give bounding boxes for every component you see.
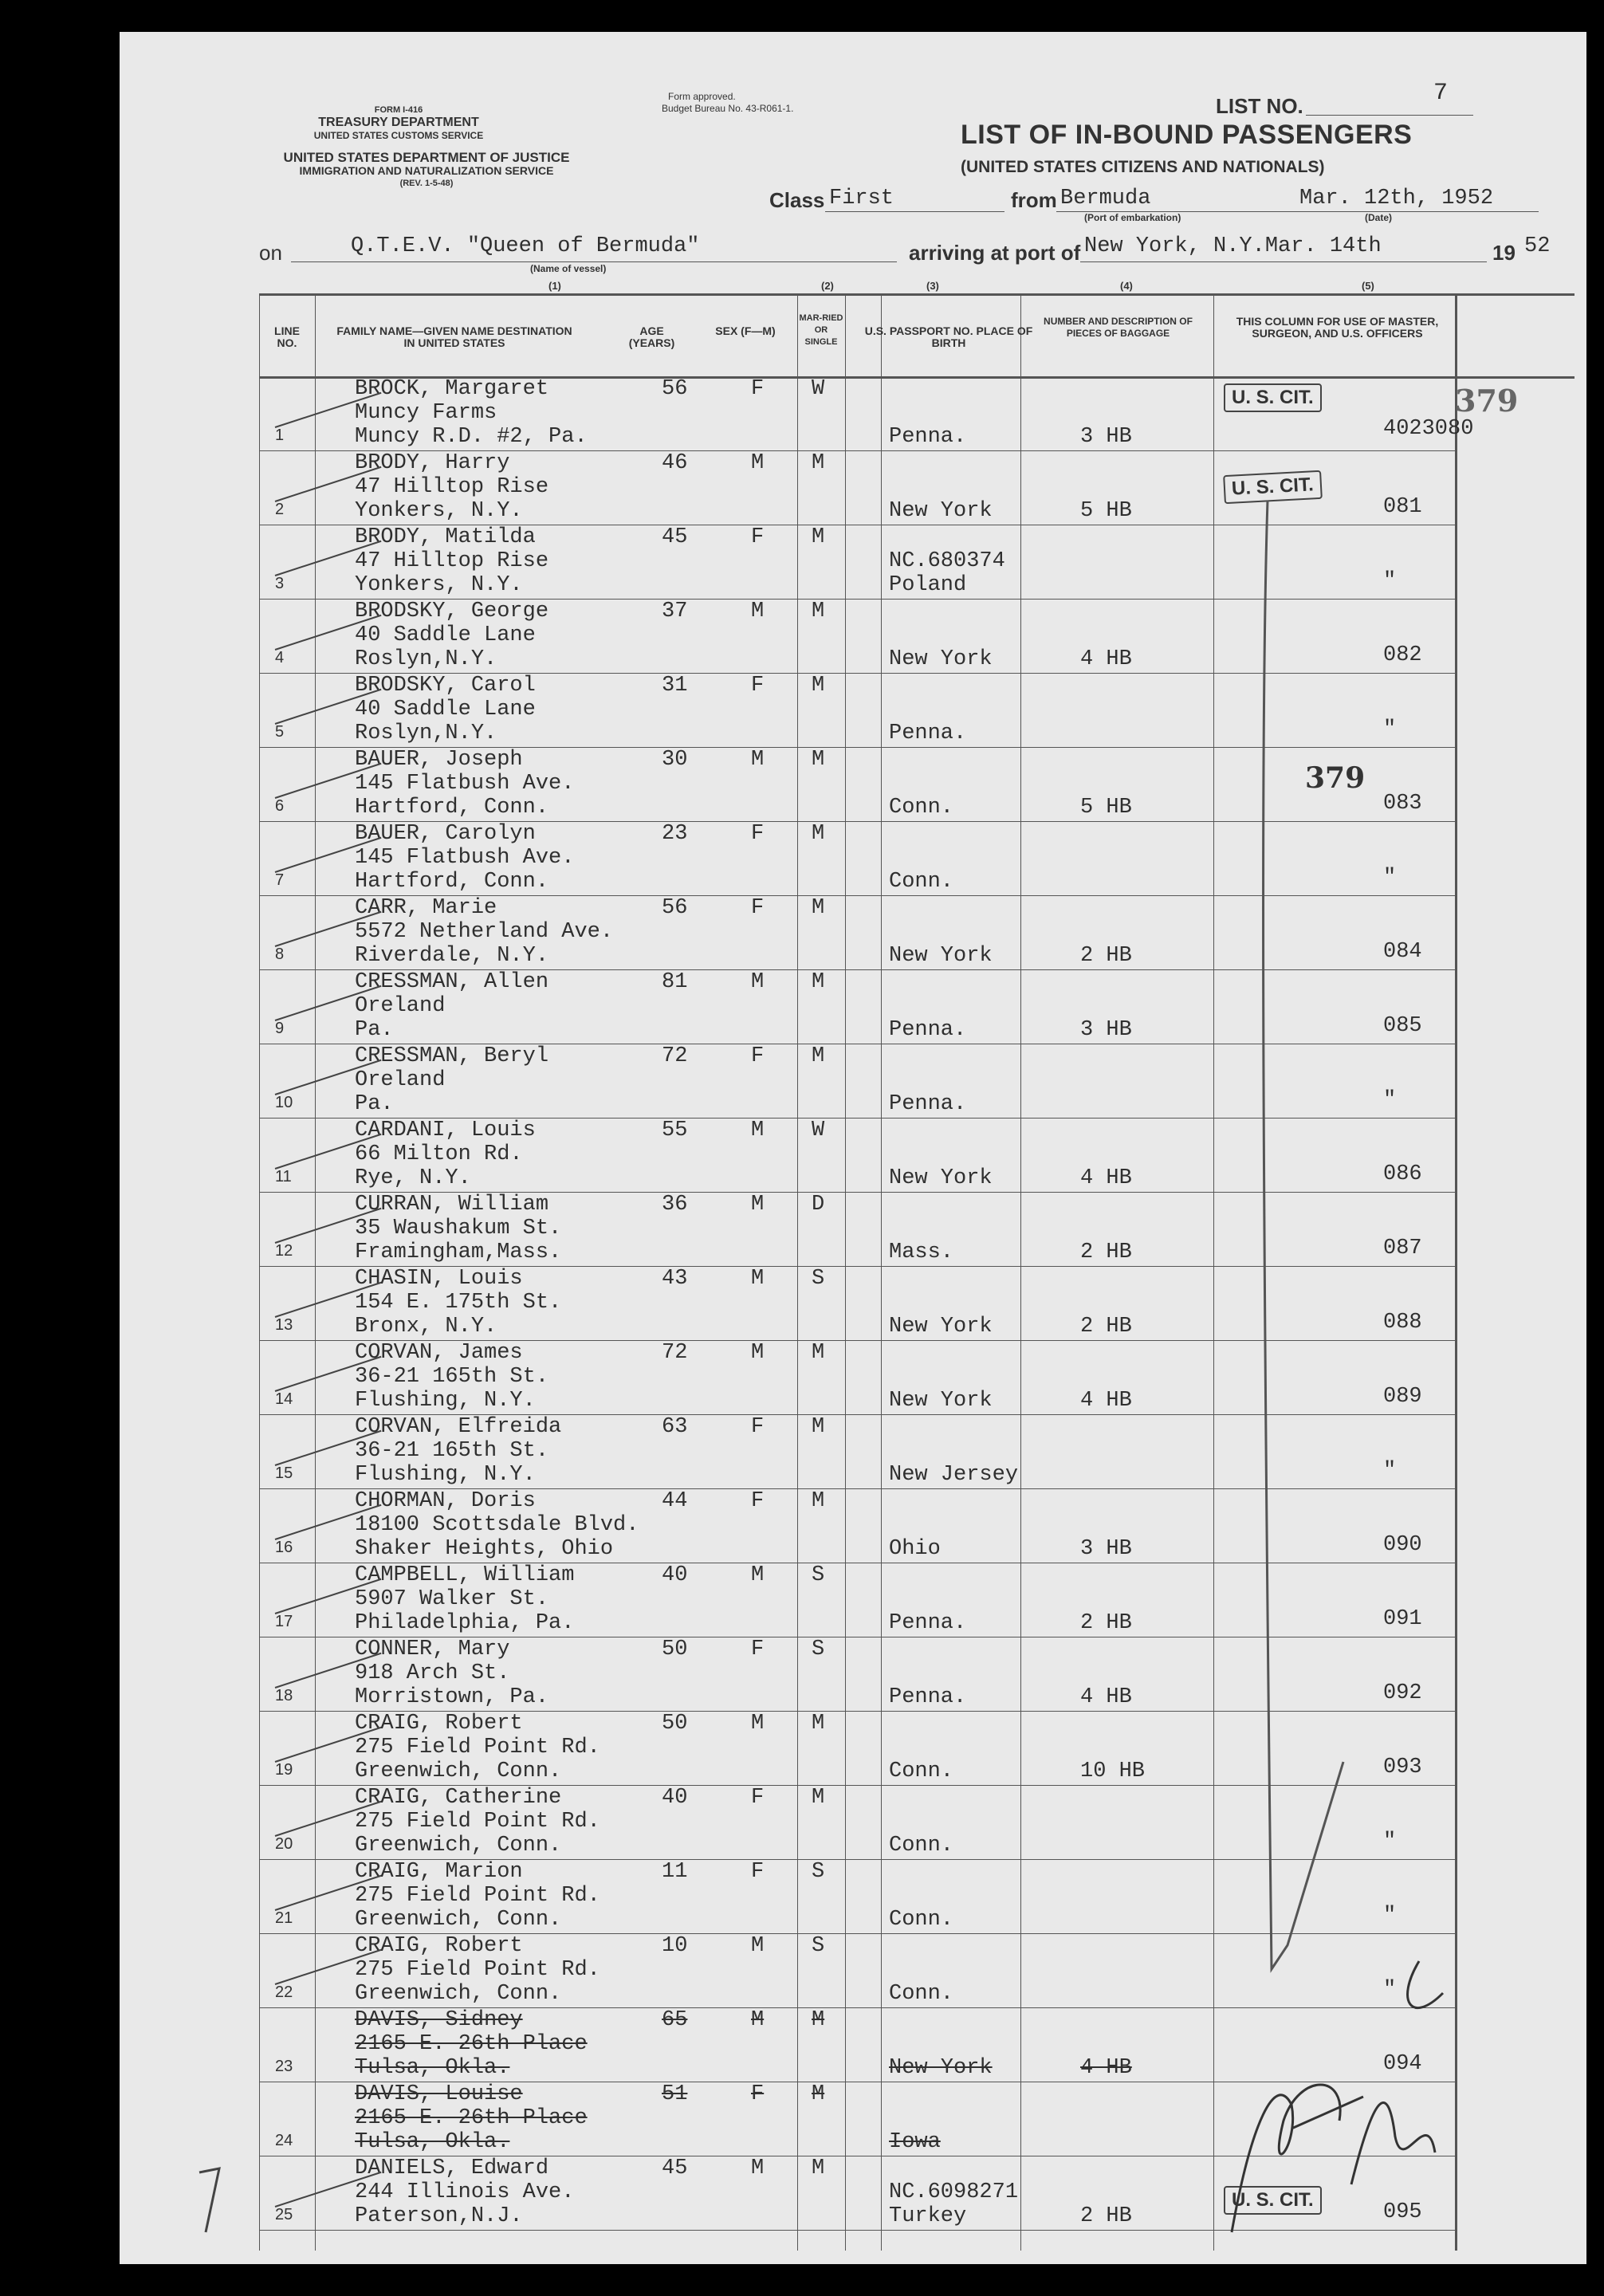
check-line <box>1264 501 1343 1969</box>
address-line-1: 40 Saddle Lane <box>355 698 536 721</box>
form-approved-line: Form approved. <box>668 91 736 102</box>
marital-status: M <box>812 1341 825 1365</box>
officer-number: 4023080 <box>1383 417 1474 441</box>
passenger-name: DAVIS, Louise <box>355 2082 523 2106</box>
sex: M <box>751 451 765 475</box>
line-number: 17 <box>275 1613 293 1630</box>
passport-number: NC.680374 <box>889 549 1005 573</box>
baggage: 3 HB <box>1080 1018 1132 1042</box>
col-header-line-no: LINE NO. <box>274 324 300 349</box>
age: 43 <box>662 1267 688 1291</box>
sex: M <box>751 1934 765 1958</box>
line-number: 14 <box>275 1390 293 1408</box>
passenger-name: BROCK, Margaret <box>355 377 549 401</box>
marital-status: M <box>812 1415 825 1439</box>
marital-status: W <box>812 1119 825 1142</box>
age: 50 <box>662 1637 688 1661</box>
line-number: 20 <box>275 1835 293 1853</box>
line-number: 25 <box>275 2206 293 2223</box>
sex: F <box>751 674 765 698</box>
passenger-name: BRODSKY, George <box>355 600 549 623</box>
passenger-name: BRODY, Harry <box>355 451 510 475</box>
place-of-birth: New York <box>889 2056 993 2080</box>
address-line-1: 36-21 165th St. <box>355 1439 549 1463</box>
address-line-2: Morristown, Pa. <box>355 1685 549 1709</box>
line-number: 10 <box>275 1094 293 1111</box>
place-of-birth: Turkey <box>889 2204 967 2228</box>
address-line-2: Rye, N.Y. <box>355 1166 471 1190</box>
age: 56 <box>662 377 688 401</box>
budget-bureau-line: Budget Bureau No. 43-R061-1. <box>662 103 794 114</box>
count-annotation: 379 <box>1455 383 1519 419</box>
address-line-2: Paterson,N.J. <box>355 2204 523 2228</box>
line-number: 7 <box>275 871 285 889</box>
col-header-officers: THIS COLUMN FOR USE OF MASTER, SURGEON, AND U.S. OFFICERS <box>1236 315 1439 340</box>
sex: M <box>751 1267 765 1291</box>
officer-number: 095 <box>1383 2200 1422 2224</box>
officer-number: 085 <box>1383 1014 1422 1038</box>
age: 51 <box>662 2082 688 2106</box>
us-cit-stamp: U. S. CIT. <box>1223 470 1322 504</box>
officer-number: " <box>1383 1904 1397 1928</box>
line-number: 18 <box>275 1687 293 1704</box>
address-line-2: Pa. <box>355 1092 394 1116</box>
place-of-birth: New York <box>889 1315 993 1339</box>
place-of-birth: Conn. <box>889 1982 954 2006</box>
address-line-1: 275 Field Point Rd. <box>355 1736 600 1759</box>
officer-number: " <box>1383 1459 1397 1483</box>
treasury-dept: TREASURY DEPARTMENT <box>318 116 479 129</box>
place-of-birth: Conn. <box>889 796 954 820</box>
officer-number: " <box>1383 1088 1397 1112</box>
officer-number: 081 <box>1383 495 1422 519</box>
place-of-birth: Conn. <box>889 1908 954 1932</box>
sex: M <box>751 1341 765 1365</box>
baggage: 4 HB <box>1080 2056 1132 2080</box>
address-line-2: Flushing, N.Y. <box>355 1463 536 1487</box>
line-number: 19 <box>275 1761 293 1779</box>
passenger-name: CRAIG, Catherine <box>355 1786 562 1810</box>
line-number: 15 <box>275 1464 293 1482</box>
address-line-1: 2165 E. 26th Place <box>355 2032 588 2056</box>
age: 23 <box>662 822 688 846</box>
address-line-1: 5907 Walker St. <box>355 1587 549 1611</box>
line-number: 24 <box>275 2132 293 2149</box>
marital-status: S <box>812 1934 825 1958</box>
age: 37 <box>662 600 688 623</box>
line-number: 1 <box>275 427 285 444</box>
officer-number: " <box>1383 1978 1397 2002</box>
col-header-name: FAMILY NAME—GIVEN NAME DESTINATION IN UNITED STATES <box>336 324 572 349</box>
sex: M <box>751 1563 765 1587</box>
address-line-2: Greenwich, Conn. <box>355 1982 562 2006</box>
address-line-1: 36-21 165th St. <box>355 1365 549 1389</box>
address-line-1: 275 Field Point Rd. <box>355 1958 600 1982</box>
address-line-1: 47 Hilltop Rise <box>355 475 549 499</box>
address-line-1: 244 Illinois Ave. <box>355 2180 575 2204</box>
marital-status: M <box>812 2082 825 2106</box>
marital-status: S <box>812 1860 825 1884</box>
baggage: 2 HB <box>1080 1611 1132 1635</box>
line-number: 2 <box>275 501 285 518</box>
age: 56 <box>662 896 688 920</box>
doj-name: UNITED STATES DEPARTMENT OF JUSTICE <box>283 150 570 165</box>
address-line-2: Roslyn,N.Y. <box>355 721 497 745</box>
arrival-year-prefix: 19 <box>1492 241 1516 265</box>
arriving-label: arriving at port of <box>909 241 1081 265</box>
sex: F <box>751 525 765 549</box>
passenger-name: CRESSMAN, Beryl <box>355 1044 549 1068</box>
address-line-2: Greenwich, Conn. <box>355 1908 562 1932</box>
officer-number: 093 <box>1383 1755 1422 1779</box>
place-of-birth: New York <box>889 1166 993 1190</box>
officer-number: 088 <box>1383 1311 1422 1335</box>
passenger-name: BAUER, Carolyn <box>355 822 536 846</box>
line-number: 13 <box>275 1316 293 1334</box>
col-header-age: AGE (YEARS) <box>628 324 675 349</box>
baggage: 3 HB <box>1080 1537 1132 1561</box>
baggage: 4 HB <box>1080 1685 1132 1709</box>
marital-status: M <box>812 822 825 846</box>
address-line-1: 145 Flatbush Ave. <box>355 846 575 870</box>
sex: M <box>751 600 765 623</box>
col-num-4: (4) <box>1120 280 1133 292</box>
passenger-name: DAVIS, Sidney <box>355 2008 523 2032</box>
line-number: 9 <box>275 1020 285 1037</box>
address-line-2: Hartford, Conn. <box>355 796 549 820</box>
address-line-2: Muncy R.D. #2, Pa. <box>355 425 588 449</box>
sex: M <box>751 1193 765 1217</box>
address-line-1: Muncy Farms <box>355 401 497 425</box>
sex: M <box>751 970 765 994</box>
list-no-label: LIST NO. <box>1216 94 1303 118</box>
passenger-name: CARDANI, Louis <box>355 1119 536 1142</box>
line-number: 16 <box>275 1539 293 1556</box>
address-line-2: Yonkers, N.Y. <box>355 499 523 523</box>
place-of-birth: New York <box>889 1389 993 1413</box>
sex: M <box>751 2156 765 2180</box>
passenger-name: CURRAN, William <box>355 1193 549 1217</box>
address-line-2: Greenwich, Conn. <box>355 1759 562 1783</box>
address-line-1: Oreland <box>355 1068 446 1092</box>
place-of-birth: New York <box>889 944 993 968</box>
age: 65 <box>662 2008 688 2032</box>
address-line-2: Riverdale, N.Y. <box>355 944 549 968</box>
manifest-page <box>120 32 1586 2264</box>
age: 72 <box>662 1341 688 1365</box>
age: 44 <box>662 1489 688 1513</box>
officer-number: 091 <box>1383 1607 1422 1631</box>
line-number: 22 <box>275 1983 293 2001</box>
officer-number: 084 <box>1383 940 1422 964</box>
marital-status: M <box>812 748 825 772</box>
passenger-name: CRAIG, Robert <box>355 1934 523 1958</box>
age: 30 <box>662 748 688 772</box>
signature <box>1232 1961 1443 2232</box>
margin-mark <box>199 2168 219 2232</box>
place-of-birth: Penna. <box>889 1685 967 1709</box>
ins-name: IMMIGRATION AND NATURALIZATION SERVICE <box>299 164 554 177</box>
address-line-1: 275 Field Point Rd. <box>355 1884 600 1908</box>
place-of-birth: Penna. <box>889 1611 967 1635</box>
col-header-sex: SEX (F—M) <box>715 324 776 337</box>
officer-number: 094 <box>1383 2052 1422 2076</box>
age: 36 <box>662 1193 688 1217</box>
baggage: 10 HB <box>1080 1759 1146 1783</box>
line-number: 4 <box>275 649 285 666</box>
place-of-birth: Ohio <box>889 1537 941 1561</box>
passenger-name: CHORMAN, Doris <box>355 1489 536 1513</box>
sex: M <box>751 1712 765 1736</box>
place-of-birth: Penna. <box>889 1092 967 1116</box>
place-of-birth: Conn. <box>889 1759 954 1783</box>
officer-number: 087 <box>1383 1236 1422 1260</box>
line-number: 6 <box>275 797 285 815</box>
baggage: 2 HB <box>1080 2204 1132 2228</box>
passenger-name: CONNER, Mary <box>355 1637 510 1661</box>
address-line-1: 145 Flatbush Ave. <box>355 772 575 796</box>
line-number: 11 <box>275 1168 292 1185</box>
address-line-1: 918 Arch St. <box>355 1661 510 1685</box>
sex: F <box>751 1860 765 1884</box>
count-annotation: 379 <box>1305 761 1366 795</box>
place-of-birth: Iowa <box>889 2130 941 2154</box>
address-line-1: Oreland <box>355 994 446 1018</box>
officer-number: " <box>1383 569 1397 593</box>
marital-status: S <box>812 1563 825 1587</box>
passenger-name: CORVAN, Elfreida <box>355 1415 562 1439</box>
marital-status: M <box>812 2156 825 2180</box>
officer-number: 092 <box>1383 1681 1422 1705</box>
col-num-1: (1) <box>548 280 561 292</box>
marital-status: M <box>812 1044 825 1068</box>
address-line-1: 35 Waushakum St. <box>355 1217 562 1240</box>
age: 81 <box>662 970 688 994</box>
marital-status: M <box>812 600 825 623</box>
baggage: 2 HB <box>1080 1315 1132 1339</box>
place-of-birth: Poland <box>889 573 967 597</box>
address-line-2: Tulsa, Okla. <box>355 2056 510 2080</box>
line-number: 12 <box>275 1242 293 1260</box>
officer-number: 082 <box>1383 643 1422 667</box>
age: 45 <box>662 2156 688 2180</box>
col-num-2: (2) <box>821 280 834 292</box>
baggage: 4 HB <box>1080 1166 1132 1190</box>
address-line-2: Bronx, N.Y. <box>355 1315 497 1339</box>
address-line-2: Greenwich, Conn. <box>355 1834 562 1858</box>
marital-status: M <box>812 1489 825 1513</box>
sex: M <box>751 1119 765 1142</box>
address-line-2: Roslyn,N.Y. <box>355 647 497 671</box>
baggage: 5 HB <box>1080 499 1132 523</box>
address-line-2: Tulsa, Okla. <box>355 2130 510 2154</box>
marital-status: M <box>812 1786 825 1810</box>
baggage: 4 HB <box>1080 1389 1132 1413</box>
list-no-value: 7 <box>1433 80 1449 107</box>
us-cit-stamp: U. S. CIT. <box>1224 383 1322 412</box>
address-line-1: 40 Saddle Lane <box>355 623 536 647</box>
passenger-name: CHASIN, Louis <box>355 1267 523 1291</box>
marital-status: D <box>812 1193 825 1217</box>
age: 72 <box>662 1044 688 1068</box>
on-label: on <box>259 241 282 265</box>
officer-number: " <box>1383 866 1397 890</box>
officer-number: 089 <box>1383 1385 1422 1409</box>
sex: F <box>751 1489 765 1513</box>
line-number: 5 <box>275 723 285 741</box>
marital-status: S <box>812 1637 825 1661</box>
line-number: 23 <box>275 2058 293 2075</box>
col-header-married: MAR-RIED OR SINGLE <box>799 313 843 347</box>
address-line-1: 18100 Scottsdale Blvd. <box>355 1513 639 1537</box>
vessel-name: Q.T.E.V. "Queen of Bermuda" <box>351 234 700 258</box>
officer-number: 090 <box>1383 1533 1422 1557</box>
sex: F <box>751 822 765 846</box>
marital-status: M <box>812 896 825 920</box>
age: 55 <box>662 1119 688 1142</box>
address-line-1: 2165 E. 26th Place <box>355 2106 588 2130</box>
age: 10 <box>662 1934 688 1958</box>
baggage: 3 HB <box>1080 425 1132 449</box>
place-of-birth: New York <box>889 499 993 523</box>
sex: M <box>751 2008 765 2032</box>
line-number: 8 <box>275 946 285 963</box>
customs-service: UNITED STATES CUSTOMS SERVICE <box>313 130 484 141</box>
place-of-birth: Penna. <box>889 425 967 449</box>
col-header-passport: U.S. PASSPORT NO. PLACE OF BIRTH <box>864 324 1033 349</box>
us-cit-stamp: U. S. CIT. <box>1224 2186 1322 2215</box>
form-number: FORM I-416 <box>374 105 423 115</box>
col-num-3: (3) <box>926 280 939 292</box>
officer-number: " <box>1383 1830 1397 1854</box>
passport-number: NC.6098271 <box>889 2180 1019 2204</box>
age: 63 <box>662 1415 688 1439</box>
baggage: 4 HB <box>1080 647 1132 671</box>
passenger-name: CARR, Marie <box>355 896 497 920</box>
vessel-caption: (Name of vessel) <box>530 263 607 274</box>
sex: F <box>751 2082 765 2106</box>
marital-status: W <box>812 377 825 401</box>
from-value: Bermuda <box>1060 187 1151 210</box>
address-line-2: Hartford, Conn. <box>355 870 549 894</box>
address-line-1: 154 E. 175th St. <box>355 1291 562 1315</box>
passenger-name: BRODSKY, Carol <box>355 674 536 698</box>
place-of-birth: New Jersey <box>889 1463 1019 1487</box>
col-header-baggage: NUMBER AND DESCRIPTION OF PIECES OF BAGGAGE <box>1044 316 1193 339</box>
address-line-1: 275 Field Point Rd. <box>355 1810 600 1834</box>
age: 50 <box>662 1712 688 1736</box>
sex: M <box>751 748 765 772</box>
arrival-port: New York, N.Y.Mar. 14th <box>1084 234 1382 258</box>
place-of-birth: Penna. <box>889 721 967 745</box>
baggage: 2 HB <box>1080 944 1132 968</box>
page-subtitle: (UNITED STATES CITIZENS AND NATIONALS) <box>961 158 1325 176</box>
place-of-birth: Conn. <box>889 870 954 894</box>
baggage: 2 HB <box>1080 1240 1132 1264</box>
sex: F <box>751 1044 765 1068</box>
age: 40 <box>662 1786 688 1810</box>
depart-date: Mar. 12th, 1952 <box>1299 187 1494 210</box>
class-value: First <box>829 187 894 210</box>
place-of-birth: Penna. <box>889 1018 967 1042</box>
port-caption: (Port of embarkation) <box>1084 212 1181 223</box>
pen-marks <box>120 32 1586 2264</box>
passenger-name: DANIELS, Edward <box>355 2156 549 2180</box>
age: 46 <box>662 451 688 475</box>
age: 31 <box>662 674 688 698</box>
address-line-2: Framingham,Mass. <box>355 1240 562 1264</box>
passenger-name: CRAIG, Marion <box>355 1860 523 1884</box>
sex: F <box>751 1637 765 1661</box>
marital-status: M <box>812 674 825 698</box>
address-line-2: Philadelphia, Pa. <box>355 1611 575 1635</box>
address-line-2: Flushing, N.Y. <box>355 1389 536 1413</box>
officer-number: 086 <box>1383 1162 1422 1186</box>
age: 40 <box>662 1563 688 1587</box>
address-line-2: Yonkers, N.Y. <box>355 573 523 597</box>
line-number: 21 <box>275 1909 293 1927</box>
address-line-2: Pa. <box>355 1018 394 1042</box>
place-of-birth: Conn. <box>889 1834 954 1858</box>
page-title: LIST OF IN-BOUND PASSENGERS <box>961 120 1413 150</box>
marital-status: M <box>812 1712 825 1736</box>
marital-status: M <box>812 2008 825 2032</box>
age: 11 <box>662 1860 688 1884</box>
line-number: 3 <box>275 575 285 592</box>
sex: F <box>751 1786 765 1810</box>
address-line-1: 66 Milton Rd. <box>355 1142 523 1166</box>
sex: F <box>751 1415 765 1439</box>
passenger-name: CRAIG, Robert <box>355 1712 523 1736</box>
passenger-name: CORVAN, James <box>355 1341 523 1365</box>
place-of-birth: New York <box>889 647 993 671</box>
sex: F <box>751 377 765 401</box>
address-line-1: 5572 Netherland Ave. <box>355 920 614 944</box>
passenger-name: BAUER, Joseph <box>355 748 523 772</box>
officer-number: " <box>1383 718 1397 741</box>
arrival-year: 52 <box>1524 234 1551 258</box>
age: 45 <box>662 525 688 549</box>
rev-date: (REV. 1-5-48) <box>399 179 454 188</box>
place-of-birth: Mass. <box>889 1240 954 1264</box>
marital-status: S <box>812 1267 825 1291</box>
address-line-1: 47 Hilltop Rise <box>355 549 549 573</box>
passenger-name: CRESSMAN, Allen <box>355 970 549 994</box>
address-line-2: Shaker Heights, Ohio <box>355 1537 614 1561</box>
sex: F <box>751 896 765 920</box>
marital-status: M <box>812 525 825 549</box>
marital-status: M <box>812 970 825 994</box>
officer-number: 083 <box>1383 792 1422 816</box>
col-num-5: (5) <box>1362 280 1374 292</box>
baggage: 5 HB <box>1080 796 1132 820</box>
passenger-name: CAMPBELL, William <box>355 1563 575 1587</box>
marital-status: M <box>812 451 825 475</box>
date-caption: (Date) <box>1365 212 1393 223</box>
from-label: from <box>1011 188 1057 212</box>
class-label: Class <box>769 188 825 212</box>
passenger-name: BRODY, Matilda <box>355 525 536 549</box>
